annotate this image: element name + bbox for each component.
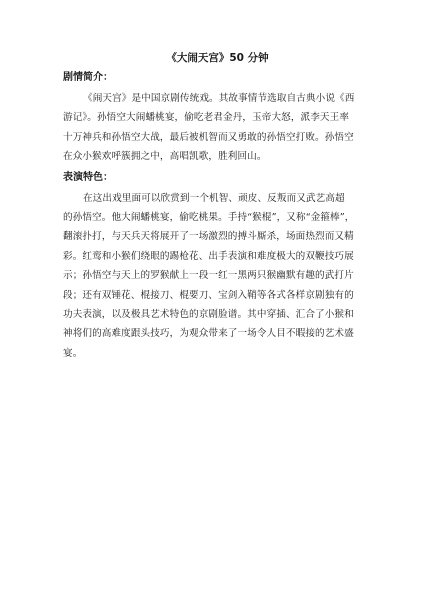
performance-line: 的孙悟空。他大闹蟠桃宴，偷吃桃果。手持“猴棍”，又称“金箍棒”， <box>63 212 355 224</box>
section-heading-synopsis: 剧情简介： <box>63 72 113 83</box>
performance-line: 宴。 <box>63 347 83 359</box>
performance-line: 在这出戏里面可以欣赏到一个机智、顽皮、反叛而又武艺高超 <box>83 192 345 204</box>
synopsis-line: 游记》。孙悟空大闹蟠桃宴，偷吃老君金丹，玉帝大怒，派李天王率 <box>63 112 350 124</box>
section-synopsis <box>63 71 366 167</box>
section-performance <box>63 171 366 364</box>
section-heading-performance: 表演特色： <box>63 171 113 183</box>
synopsis-line: 在众小猴欢呼簇拥之中，高唱凯歌，胜利回山。 <box>63 151 267 163</box>
synopsis-line: 十万神兵和孙悟空大战，最后被机智而又勇敢的孙悟空打败。孙悟空 <box>63 131 354 143</box>
synopsis-paragraph <box>63 89 366 167</box>
performance-line: 神将们的高难度跟头技巧，为观众带来了一场令人目不暇接的艺术盛 <box>63 328 354 340</box>
performance-line: 彩。红鸾和小猴们绕眼的踢枪花、出手表演和难度极大的双鞭技巧展 <box>63 250 354 262</box>
performance-line: 示；孙悟空与天上的罗猴献上一段一红一黑两只猴幽默有趣的武打片 <box>63 270 354 282</box>
performance-paragraph <box>63 189 366 364</box>
performance-line: 功夫表演，以及极具艺术特色的京剧脸谱。其中穿插、汇合了小猴和 <box>63 309 354 321</box>
synopsis-line: 《闹天宫》是中国京剧传统戏。其故事情节选取自古典小说《西 <box>83 93 355 104</box>
performance-line: 翻滚扑打，与天兵天将展开了一场激烈的搏斗厮杀，场面热烈而又精 <box>63 231 354 243</box>
document-title: 《大闹天宫》50 分钟 <box>166 52 269 64</box>
performance-line: 段；还有双锤花、棍接刀、棍要刀、宝剑入鞘等各式各样京剧独有的 <box>63 289 354 301</box>
